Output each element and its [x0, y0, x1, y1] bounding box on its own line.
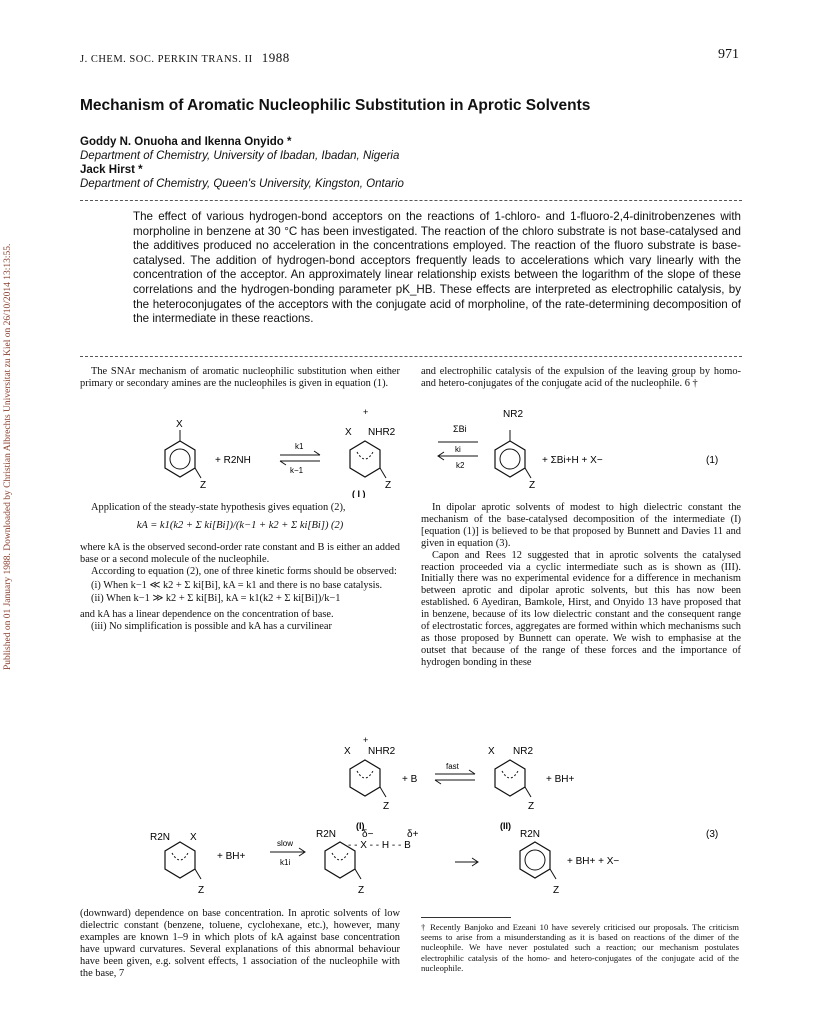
- intermediate-ring: [350, 441, 386, 478]
- authors-line-1: Goddy N. Onuoha and Ikenna Onyido *: [80, 136, 292, 148]
- plus-B: + B: [402, 774, 418, 785]
- svg-text:R2N: R2N: [150, 832, 171, 843]
- row2-ring1: [165, 842, 201, 879]
- left-p1: The SNAr mechanism of aromatic nucleophilic substitution when either primary or secondary amines are the nucleophiles is given in equation (1).: [80, 366, 400, 389]
- ki-label: ki: [455, 445, 461, 454]
- label-I-2: (I): [356, 821, 365, 831]
- products: + ΣBi+H + X−: [542, 455, 603, 466]
- label-II: (II): [500, 821, 511, 831]
- int-II-ring: [495, 760, 531, 797]
- fast-label: fast: [446, 762, 459, 771]
- journal-year: 1988: [261, 50, 290, 65]
- svg-text:R2N: R2N: [316, 829, 337, 840]
- slow-label: slow: [277, 839, 294, 848]
- journal-name: J. CHEM. SOC. PERKIN TRANS. II: [80, 54, 253, 65]
- download-sidebar: [3, 150, 17, 670]
- download-note: Published on 01 January 1988. Downloaded by Christian Albrechts Universitat zu Kiel on 26/10/2014 13:13:55.: [3, 243, 13, 670]
- int-plus: +: [363, 408, 369, 417]
- left-p5: (i) When k−1 ≪ k2 + Σ ki[Bi], kA = k1 and there is no base catalysis.: [91, 579, 383, 591]
- sub-Z: Z: [200, 480, 207, 491]
- equation-1-scheme: [80, 408, 740, 498]
- left-col-middle: [80, 502, 400, 633]
- right-p2: In dipolar aprotic solvents of modest to high dielectric constant the mechanism of the base-catalysed decomposition of the intermediate (I) [equation (1)] is believed to be that proposed by Bunnett and Davies 11 and given in equation (3).: [421, 502, 741, 549]
- transition-state: - - X - - H - - B: [348, 840, 411, 851]
- int-NHR2: NHR2: [368, 427, 396, 438]
- journal-header: [80, 50, 290, 66]
- int-I-ring: [350, 760, 386, 797]
- equation-3-scheme: [80, 737, 740, 907]
- right-col-middle: [421, 502, 741, 669]
- left-p3: where kA is the observed second-order rate constant and B is either an added base or a second molecule of the nucleophile.: [80, 541, 400, 565]
- right-p3: Capon and Rees 12 suggested that in aprotic solvents the catalysed reaction proceeded via a cyclic intermediate such as is shown as (III). Initially there was no experimental evidence for a difference in mechanism between aprotic and dipolar aprotic solvents, but this has now been established. 6 Ayediran, Bamkole, Hirst, and Onyido 13 have proposed that in benzene, because of its low dielectric constant and the consequent range of electrostatic forces, aggregates are formed within which mechanisms such as those proposed by Bunnett can operate. We wish to emphasise at the outset that because of the range of these forces and the importance of hydrogen bonding in these: [421, 549, 741, 668]
- svg-text:Z: Z: [198, 885, 205, 896]
- plus-BH-2: + BH+: [217, 851, 246, 862]
- svg-text:X: X: [344, 746, 351, 757]
- k1i-label: k1i: [280, 858, 291, 867]
- abstract: The effect of various hydrogen-bond acceptors on the reactions of 1-chloro- and 1-fluoro-2,4-dinitrobenzenes with morpholine in benzene at 30 °C has been investigated. The reaction of the chloro substrate is not base-catalysed and the additives produced no acceleration in the concentrations employed. The reaction of the fluoro substrate is base-catalysed. The addition of hydrogen-bond acceptors frequently leads to accelerations which vary linearly with the concentration of the acceptor. An approximately linear relationship exists between the logarithm of the slope of these correlations and the hydrogen-bonding parameter pK_HB. These effects are interpreted as electrophilic catalysis, by the heteroconjugates of the acceptors with the conjugate acid of morpholine, of the rate-determining decomposition of the intermediate in these reactions.: [133, 210, 741, 326]
- svg-text:R2N: R2N: [520, 829, 541, 840]
- left-p7: and kA has a linear dependence on the concentration of base.: [80, 609, 334, 621]
- left-col-bottom: [80, 908, 400, 979]
- affiliation-1: Department of Chemistry, University of Ibadan, Ibadan, Nigeria: [80, 150, 400, 162]
- right-col-top: [421, 366, 741, 390]
- footnote: † Recently Banjoko and Ezeani 10 have severely criticised our proposals. The criticism seems to arise from a misunderstanding as it is based on reactions of the dimer of the nucleophile. We have never postulated such a reaction; our mechanism postulates electrophilic catalysis of the homo- and hetero-conjugates of the conjugate acid of the nucleophile.: [421, 922, 739, 973]
- int-Z: Z: [385, 480, 392, 491]
- eq3-number: (3): [706, 829, 719, 840]
- left-p4: According to equation (2), one of three kinetic forms should be observed:: [91, 565, 397, 577]
- left-p9: (downward) dependence on base concentration. In aprotic solvents of low dielectric constant (benzene, toluene, cyclohexane, etc.), however, many examples are known 1–9 in which plots of kA against base concentration have upward curvatures. Several explanations of this abnormal behaviour have been given, e.g. solvent effects, 1 association of the nucleophile with the base, 7: [80, 908, 400, 979]
- prod-NR2: NR2: [503, 409, 524, 420]
- eq1-number: (1): [706, 455, 719, 466]
- left-col-top: [80, 366, 400, 390]
- svg-text:Z: Z: [553, 885, 560, 896]
- authors-line-2: Jack Hirst *: [80, 164, 143, 176]
- plus-BH: + BH+: [546, 774, 575, 785]
- km1-label: k−1: [290, 466, 304, 475]
- svg-text:Z: Z: [383, 801, 390, 812]
- article-title: Mechanism of Aromatic Nucleophilic Substitution in Aprotic Solvents: [80, 97, 591, 114]
- right-p1: and electrophilic catalysis of the expulsion of the leaving group by homo- and hetero-conjugates of the conjugate acid of the nucleophile. 6 †: [421, 366, 741, 389]
- delta-plus: δ+: [407, 829, 419, 840]
- equation-2: kA = k1(k2 + Σ ki[Bi])/(k−1 + k2 + Σ ki[Bi]) (2): [136, 519, 344, 531]
- prod-Z: Z: [529, 480, 536, 491]
- svg-text:Z: Z: [528, 801, 535, 812]
- svg-text:X: X: [488, 746, 495, 757]
- author-block: [80, 135, 740, 191]
- left-p6: (ii) When k−1 ≫ k2 + Σ ki[Bi], kA = k1(k2 + Σ ki[Bi])/k−1: [91, 593, 341, 605]
- left-p2: Application of the steady-state hypothesis gives equation (2),: [91, 502, 346, 513]
- footnote-rule: [421, 917, 511, 918]
- int-X: X: [345, 427, 352, 438]
- rule-bottom: [80, 356, 742, 357]
- page-number: 971: [718, 47, 739, 62]
- affiliation-2: Department of Chemistry, Queen's University, Kingston, Ontario: [80, 178, 404, 190]
- label-I: ( I ): [352, 489, 366, 498]
- svg-text:+: +: [363, 737, 369, 745]
- amine: + R2NH: [215, 455, 251, 466]
- svg-text:NR2: NR2: [513, 746, 534, 757]
- svg-text:X: X: [190, 832, 197, 843]
- k1-label: k1: [295, 442, 304, 451]
- row2-product-ring: [520, 842, 556, 879]
- sub-X: X: [176, 419, 183, 430]
- k2-label: k2: [456, 461, 465, 470]
- sumB-label: ΣBi: [453, 424, 467, 434]
- rule-top: [80, 200, 742, 201]
- delta-minus: δ−: [362, 829, 374, 840]
- svg-text:Z: Z: [358, 885, 365, 896]
- substrate-ring: [165, 430, 201, 478]
- left-p8: (iii) No simplification is possible and kA has a curvilinear: [91, 621, 332, 633]
- final-products: + BH+ + X−: [567, 856, 620, 867]
- product-ring: [495, 430, 531, 478]
- svg-text:NHR2: NHR2: [368, 746, 396, 757]
